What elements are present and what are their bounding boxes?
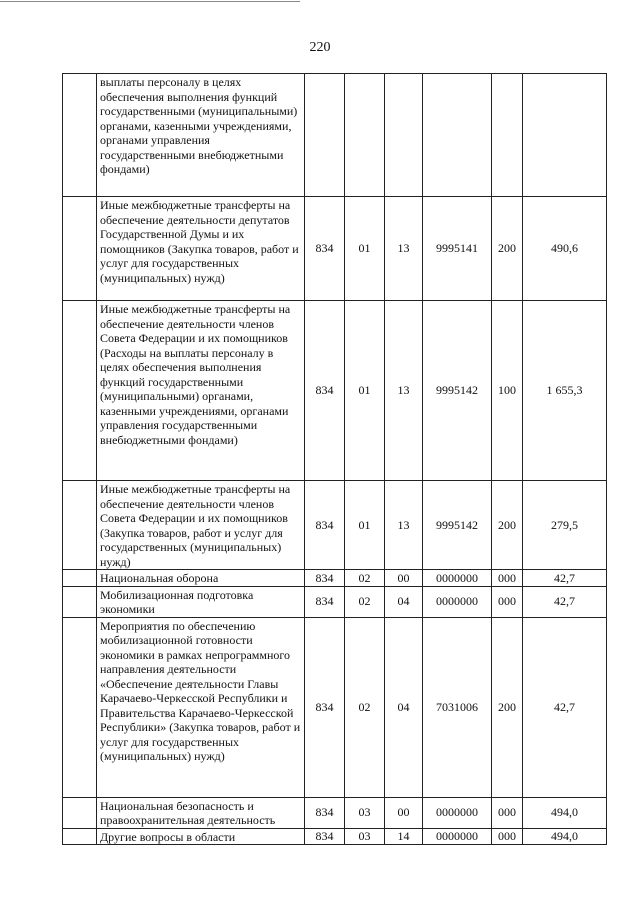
amount: 279,5 [523, 481, 607, 570]
csr-code: 9995141 [423, 197, 492, 301]
vr-code: 200 [492, 481, 523, 570]
pr-code [385, 74, 423, 197]
rz-code [345, 74, 385, 197]
amount: 1 655,3 [523, 301, 607, 481]
expense-name: Мероприятия по обеспечению мобилизационной готовности экономики в рамках непрограммного направления деятельности «Обеспечение деятельности Главы Карачаево-Черкесской Республики и Правительства Карачаево-Черкесской Республики» (Закупка товаров, работ и услуг для государственных (муниципальных) нужд) [97, 617, 305, 797]
expense-name: Национальная оборона [97, 570, 305, 587]
amount: 494,0 [523, 797, 607, 828]
table-row [63, 197, 607, 301]
expense-name: Мобилизационная подготовка экономики [97, 586, 305, 617]
index-cell [63, 481, 97, 570]
ved-code: 834 [305, 301, 345, 481]
pr-code: 04 [385, 617, 423, 797]
ved-code: 834 [305, 797, 345, 828]
ved-code: 834 [305, 570, 345, 587]
amount: 490,6 [523, 197, 607, 301]
table-row [63, 617, 607, 797]
index-cell [63, 570, 97, 587]
index-cell [63, 74, 97, 197]
vr-code [492, 74, 523, 197]
table-row [63, 74, 607, 197]
budget-table [62, 73, 607, 845]
index-cell [63, 828, 97, 845]
vr-code: 000 [492, 586, 523, 617]
amount: 42,7 [523, 617, 607, 797]
expense-name: Иные межбюджетные трансферты на обеспечение деятельности депутатов Государственной Думы и их помощников (Закупка товаров, работ и услуг для государственных (муниципальных) нужд) [97, 197, 305, 301]
expense-name: выплаты персоналу в целях обеспечения выполнения функций государственными (муниципальными) органами, казенными учреждениями, органами управления государственными внебюджетными фондами) [97, 74, 305, 197]
index-cell [63, 797, 97, 828]
pr-code: 00 [385, 797, 423, 828]
pr-code: 13 [385, 197, 423, 301]
index-cell [63, 197, 97, 301]
pr-code: 04 [385, 586, 423, 617]
table-row [63, 797, 607, 828]
table-row [63, 586, 607, 617]
expense-name: Иные межбюджетные трансферты на обеспечение деятельности членов Совета Федерации и их помощников (Расходы на выплаты персоналу в целях обеспечения выполнения функций государственными (муниципальными) органами, казенными учреждениями, органами управления государственными внебюджетными фондами) [97, 301, 305, 481]
rz-code: 02 [345, 586, 385, 617]
csr-code: 7031006 [423, 617, 492, 797]
pr-code: 13 [385, 481, 423, 570]
rz-code: 01 [345, 481, 385, 570]
ved-code: 834 [305, 481, 345, 570]
page-number: 220 [309, 40, 331, 55]
rz-code: 01 [345, 301, 385, 481]
csr-code: 0000000 [423, 797, 492, 828]
table-row [63, 828, 607, 845]
rz-code: 02 [345, 617, 385, 797]
rz-code: 03 [345, 797, 385, 828]
vr-code: 000 [492, 828, 523, 845]
index-cell [63, 586, 97, 617]
table-row [63, 301, 607, 481]
amount: 494,0 [523, 828, 607, 845]
csr-code [423, 74, 492, 197]
ved-code: 834 [305, 828, 345, 845]
ved-code: 834 [305, 617, 345, 797]
ved-code: 834 [305, 586, 345, 617]
rz-code: 03 [345, 828, 385, 845]
pr-code: 00 [385, 570, 423, 587]
table-row [63, 481, 607, 570]
vr-code: 000 [492, 570, 523, 587]
ved-code [305, 74, 345, 197]
rz-code: 02 [345, 570, 385, 587]
table-row [63, 570, 607, 587]
csr-code: 0000000 [423, 586, 492, 617]
expense-name: Иные межбюджетные трансферты на обеспечение деятельности членов Совета Федерации и их помощников (Закупка товаров, работ и услуг для государственных (муниципальных) нужд) [97, 481, 305, 570]
vr-code: 000 [492, 797, 523, 828]
pr-code: 14 [385, 828, 423, 845]
amount: 42,7 [523, 586, 607, 617]
vr-code: 200 [492, 197, 523, 301]
index-cell [63, 301, 97, 481]
vr-code: 200 [492, 617, 523, 797]
expense-name: Национальная безопасность и правоохранительная деятельность [97, 797, 305, 828]
rz-code: 01 [345, 197, 385, 301]
csr-code: 0000000 [423, 828, 492, 845]
expense-name: Другие вопросы в области [97, 828, 305, 845]
csr-code: 0000000 [423, 570, 492, 587]
pr-code: 13 [385, 301, 423, 481]
amount [523, 74, 607, 197]
index-cell [63, 617, 97, 797]
top-rule [0, 1, 300, 2]
amount: 42,7 [523, 570, 607, 587]
ved-code: 834 [305, 197, 345, 301]
vr-code: 100 [492, 301, 523, 481]
csr-code: 9995142 [423, 481, 492, 570]
csr-code: 9995142 [423, 301, 492, 481]
